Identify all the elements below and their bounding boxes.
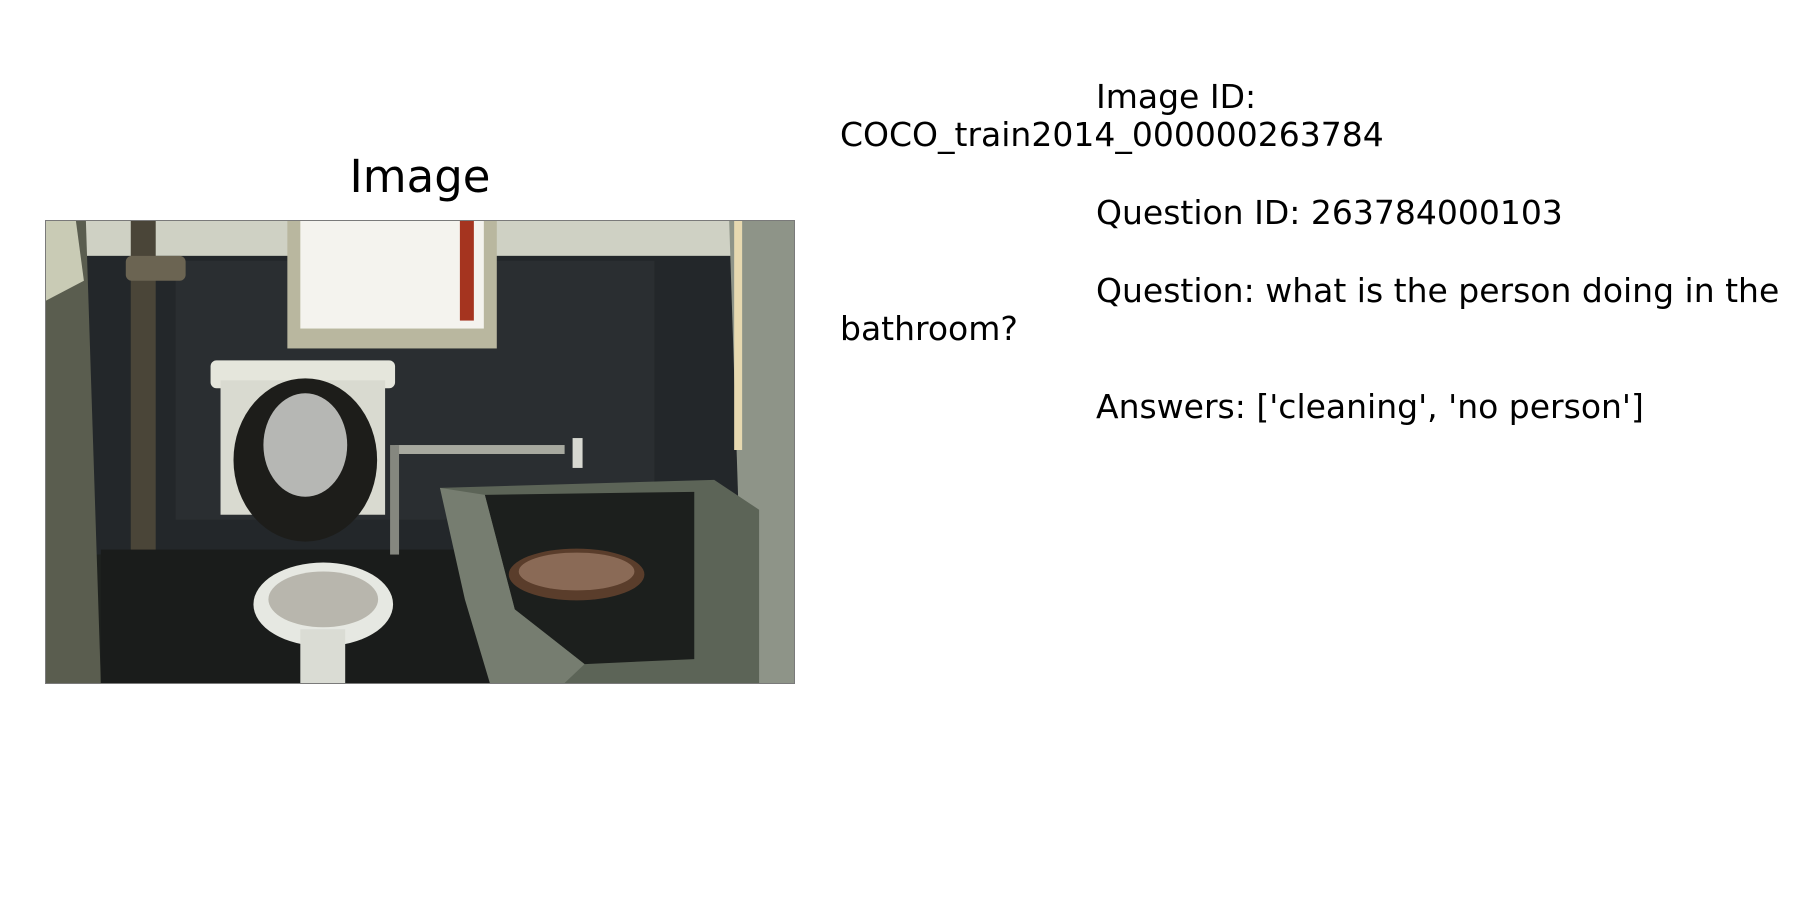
question-value: what is the person doing in the bathroom? — [840, 271, 1780, 348]
question-id-line — [840, 194, 1800, 232]
image-id-label: Image ID: — [1096, 77, 1257, 116]
image-panel-title: Image — [349, 150, 491, 203]
question-id-value: 263784000103 — [1310, 193, 1563, 232]
answers-label: Answers: — [1096, 387, 1246, 426]
bathroom-photo — [45, 220, 795, 684]
answers-value: ['cleaning', 'no person'] — [1256, 387, 1644, 426]
question-line — [840, 272, 1800, 348]
question-id-label: Question ID: — [1096, 193, 1301, 232]
image-id-line — [840, 78, 1800, 154]
vqa-info-panel — [840, 78, 1800, 466]
question-label: Question: — [1096, 271, 1255, 310]
answers-line — [840, 388, 1800, 426]
image-id-value: COCO_train2014_000000263784 — [840, 115, 1384, 154]
